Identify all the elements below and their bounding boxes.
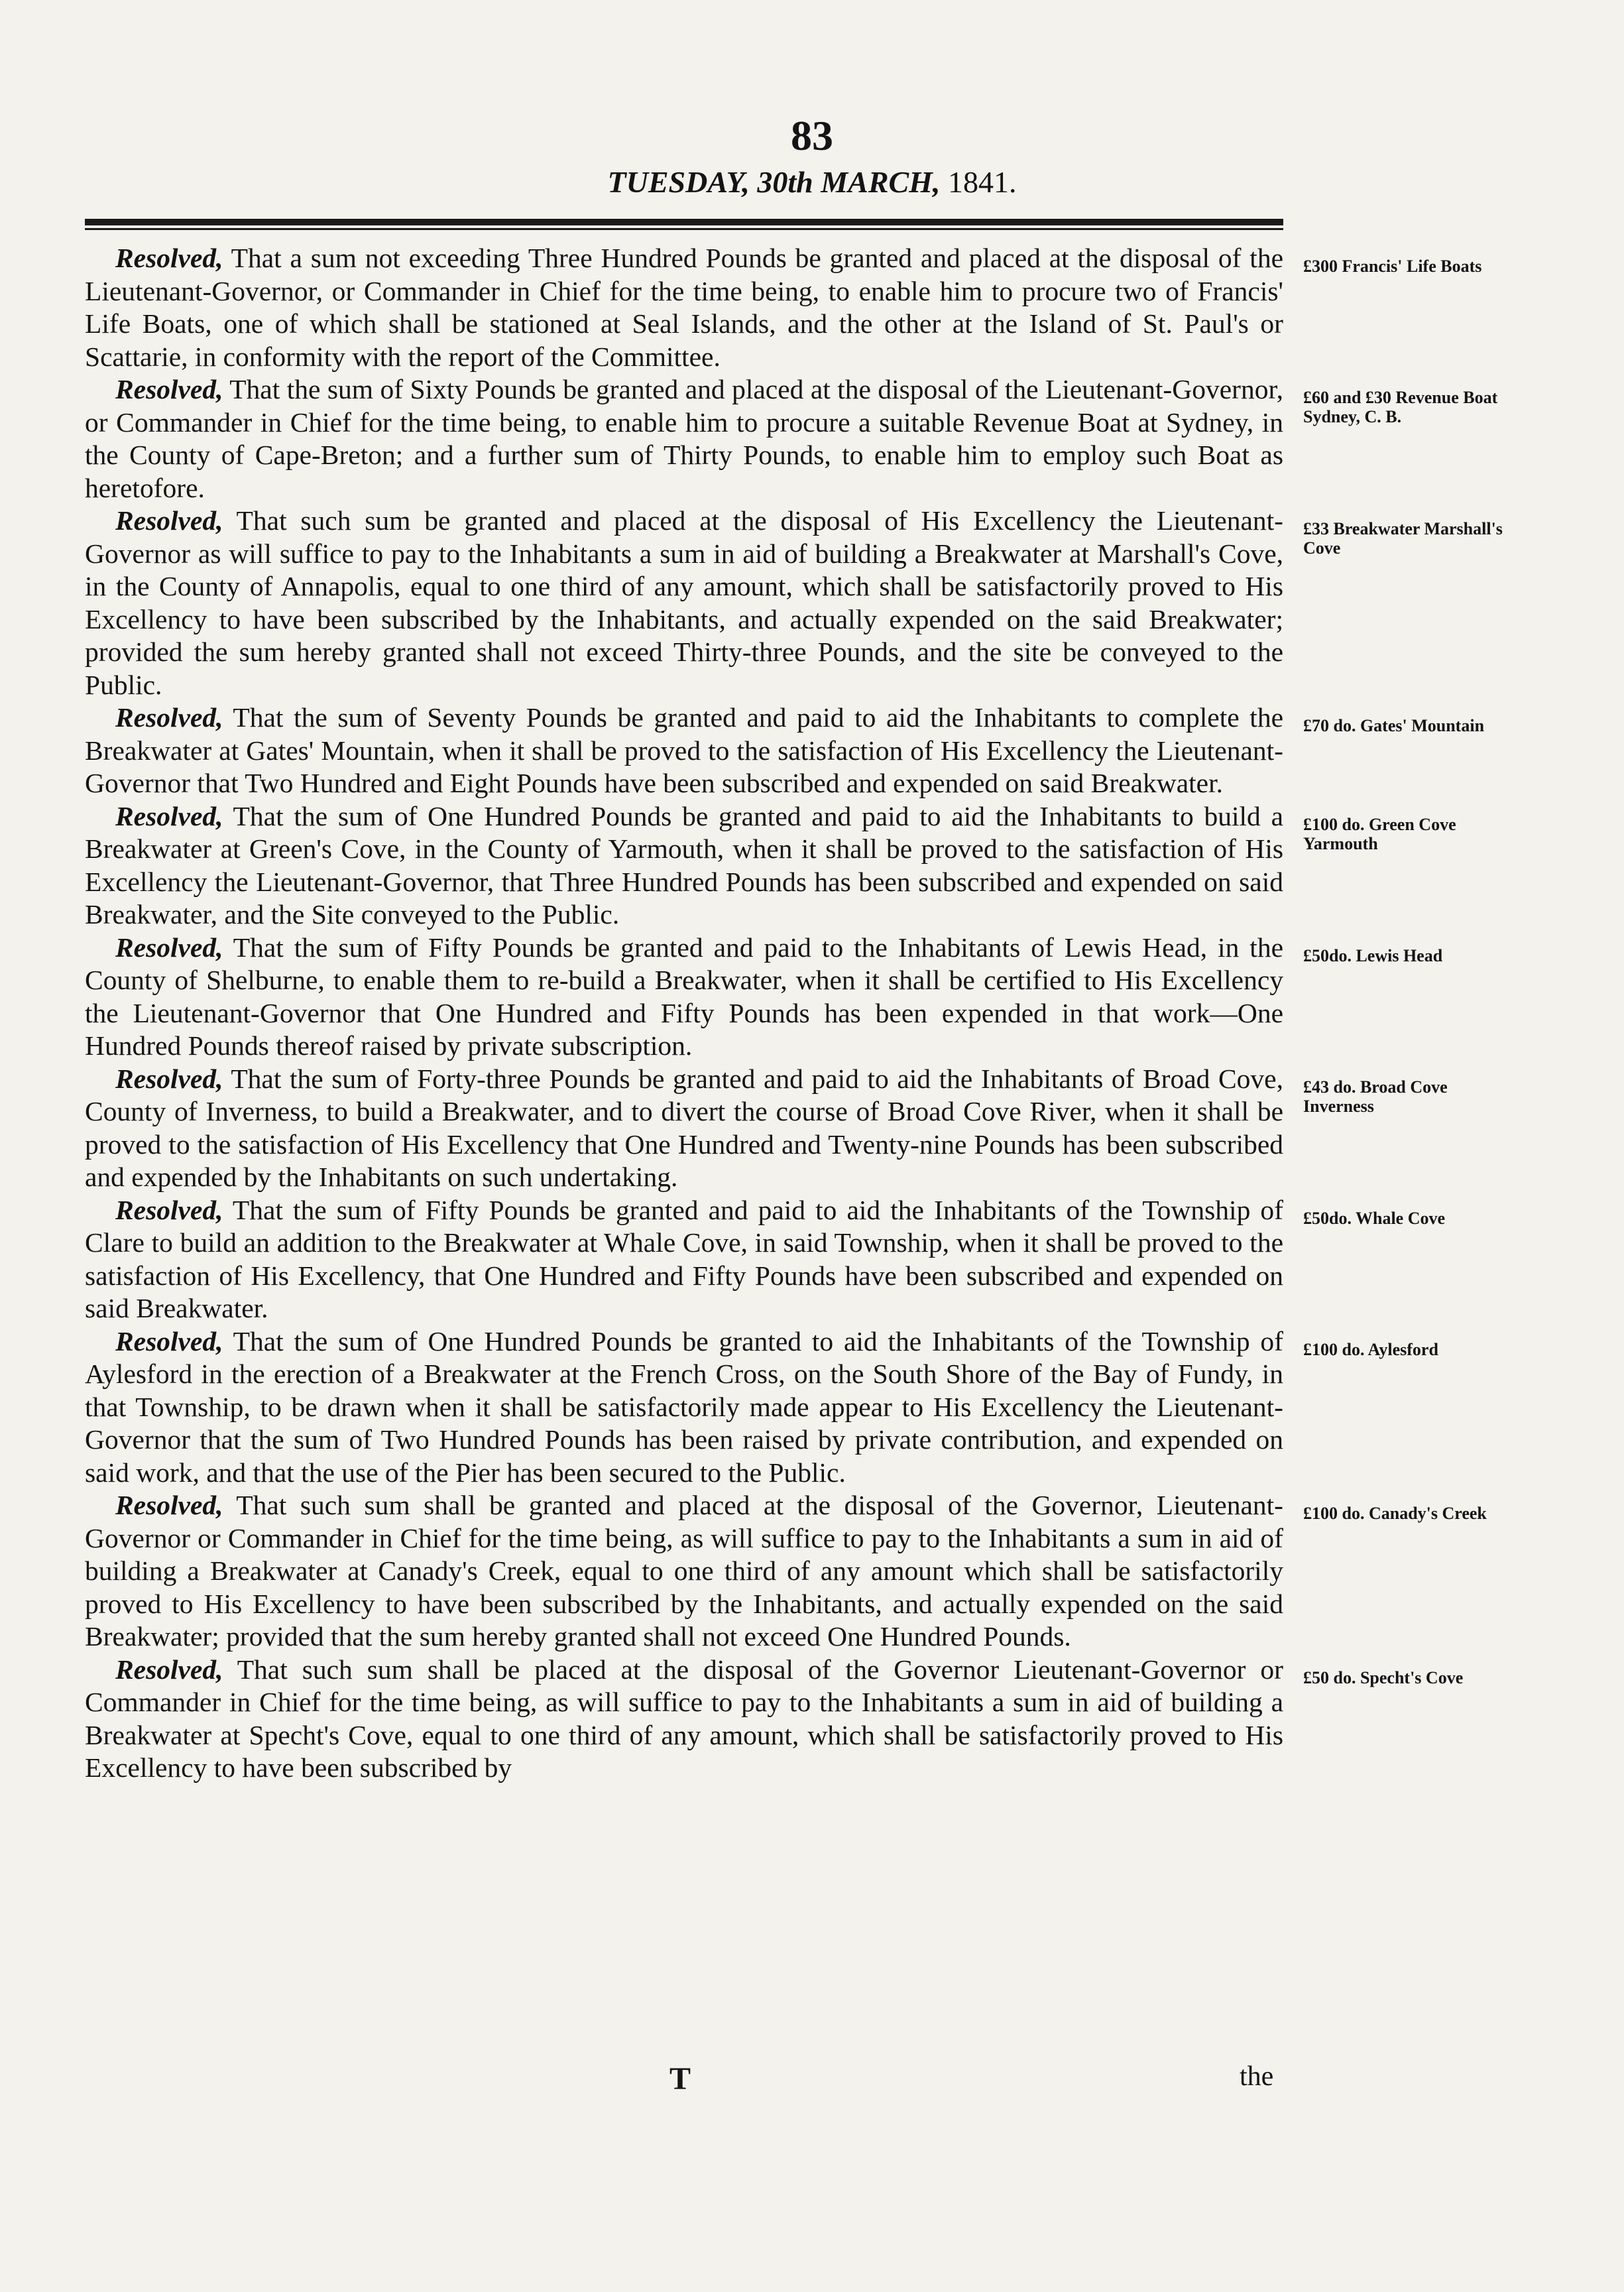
resolution-text: That a sum not exceeding Three Hundred Pounds be granted and placed at the disposal of the Lieutenant-Governor, or Commander in Chief for the time being, to enable him to procure two of Francis' Life Boats, one of which shall be stationed at Seal Islands, and the other at the Island of St. Paul's or Scattarie, in conformity with the report of the Committee.	[85, 243, 1283, 372]
resolved-word: Resolved,	[115, 505, 223, 536]
header-rule-thin	[85, 228, 1283, 230]
resolutions-body	[85, 242, 1537, 1785]
resolved-word: Resolved,	[115, 1325, 223, 1357]
margin-note: £300 Francis' Life Boats	[1303, 257, 1482, 276]
resolution-paragraph	[85, 1325, 1438, 1490]
margin-note: £33 Breakwater Marshall's Cove	[1303, 519, 1503, 558]
resolution-text: That the sum of One Hundred Pounds be granted and paid to aid the Inhabitants to build a Breakwater at Green's Cove, in the County of Yarmouth, when it shall be proved to the satisfaction of His Excellency the Lieutenant-Governor, that Three Hundred Pounds has been subscribed and expended on said Breakwater, and the Site conveyed to the Public.	[85, 800, 1283, 930]
resolution-paragraph	[85, 242, 1482, 373]
page-number: 83	[791, 112, 833, 159]
margin-note: £100 do. Green Cove Yarmouth	[1303, 814, 1456, 853]
resolution-text: That such sum shall be placed at the disposal of the Governor Lieutenant-Governor or Commander in Chief for the time being, as will suffice to pay to the Inhabitants a sum in aid of building a Breakwater at Specht's Cove, equal to one third of any amount, which shall be satisfactorily proved to His Excellency to have been subscribed by	[85, 1654, 1283, 1783]
margin-note: £100 do. Canady's Creek	[1303, 1504, 1487, 1523]
resolution-paragraph	[85, 1489, 1487, 1654]
catchword: the	[1240, 2061, 1274, 2092]
resolution-text: That the sum of Fifty Pounds be granted and paid to the Inhabitants of Lewis Head, in the County of Shelburne, to enable them to re-build a Breakwater, when it shall be certified to His Excellency the Lieutenant-Governor that One Hundred and Fifty Pounds has been expended in that work—One Hundred Pounds thereof raised by private subscription.	[85, 932, 1283, 1061]
resolution-paragraph	[85, 701, 1485, 800]
resolution-paragraph	[85, 373, 1498, 505]
margin-note: £50 do. Specht's Cove	[1303, 1667, 1464, 1687]
header-rule-thick	[85, 219, 1283, 225]
margin-note: £60 and £30 Revenue Boat Sydney, C. B.	[1303, 388, 1498, 426]
margin-note: £50do. Whale Cove	[1303, 1208, 1446, 1228]
resolution-text: That the sum of Fifty Pounds be granted and paid to aid the Inhabitants of the Township of Clare to build an addition to the Breakwater at Whale Cove, in said Township, when it shall be proved to the satisfaction of His Excellency, that One Hundred and Fifty Pounds have been subscribed and expended on said Breakwater.	[85, 1194, 1283, 1323]
header-year: 1841.	[947, 165, 1017, 199]
resolution-paragraph	[85, 1654, 1464, 1785]
resolution-paragraph	[85, 932, 1443, 1063]
resolved-word: Resolved,	[115, 1490, 223, 1520]
signature-mark: T	[669, 2061, 691, 2096]
resolved-word: Resolved,	[115, 800, 223, 831]
header-month: MARCH,	[821, 165, 941, 199]
resolution-paragraph	[85, 505, 1503, 701]
resolved-word: Resolved,	[115, 1654, 223, 1685]
resolved-word: Resolved,	[115, 243, 223, 273]
resolved-word: Resolved,	[115, 374, 223, 404]
header-day: TUESDAY,	[607, 165, 750, 199]
resolved-word: Resolved,	[115, 702, 223, 733]
resolution-text: That the sum of One Hundred Pounds be granted to aid the Inhabitants of the Township of Aylesford in the erection of a Breakwater at the French Cross, on the South Shore of the Bay of Fundy, in that Township, to be drawn when it shall be satisfactorily made appear to His Excellency the Lieutenant-Governor that the sum of Two Hundred Pounds has been raised by private contribution, and expended on said work, and that the use of the Pier has been secured to the Public.	[85, 1325, 1283, 1488]
resolved-word: Resolved,	[115, 932, 223, 963]
resolution-text: That the sum of Seventy Pounds be granted and paid to aid the Inhabitants to complete the Breakwater at Gates' Mountain, when it shall be proved to the satisfaction of His Excellency the Lieutenant-Governor that Two Hundred and Eight Pounds have been subscribed and expended on said Breakwater.	[85, 702, 1283, 798]
margin-note: £43 do. Broad Cove Inverness	[1303, 1077, 1448, 1116]
margin-note: £50do. Lewis Head	[1303, 945, 1443, 965]
resolution-paragraph	[85, 800, 1456, 932]
resolution-text: That the sum of Sixty Pounds be granted and placed at the disposal of the Lieutenant-Governor, or Commander in Chief for the time being, to enable him to procure a suitable Revenue Boat at Sydney, in the County of Cape-Breton; and a further sum of Thirty Pounds, to enable him to employ such Boat as heretofore.	[85, 374, 1283, 503]
resolution-text: That such sum be granted and placed at the disposal of His Excellency the Lieutenant-Governor as will suffice to pay to the Inhabitants a sum in aid of building a Breakwater at Marshall's Cove, in the County of Annapolis, equal to one third of any amount, which shall be satisfactorily proved to His Excellency to have been subscribed by the Inhabitants, and actually expended on the said Breakwater; provided the sum hereby granted shall not exceed Thirty-three Pounds, and the site be conveyed to the Public.	[85, 505, 1283, 700]
resolved-word: Resolved,	[115, 1063, 223, 1094]
margin-note: £100 do. Aylesford	[1303, 1339, 1438, 1359]
resolution-paragraph	[85, 1194, 1446, 1325]
margin-note: £70 do. Gates' Mountain	[1303, 716, 1485, 735]
header-date-day: 30th	[757, 165, 813, 199]
resolution-text: That the sum of Forty-three Pounds be granted and paid to aid the Inhabitants of Broad Cove, County of Inverness, to build a Breakwater, and to divert the course of Broad Cove River, when it shall be proved to the satisfaction of His Excellency that One Hundred and Twenty-nine Pounds has been subscribed and expended by the Inhabitants on such undertaking.	[85, 1063, 1283, 1192]
resolution-paragraph	[85, 1063, 1448, 1194]
date-header	[0, 164, 1624, 200]
resolution-text: That such sum shall be granted and placed at the disposal of the Governor, Lieutenant-Governor or Commander in Chief for the time being, as will suffice to pay to the Inhabitants a sum in aid of building a Breakwater at Canady's Creek, equal to one third of any amount which shall be satisfactorily proved to His Excellency to have been subscribed by the Inhabitants, and actually expended on the said Breakwater; provided that the sum hereby granted shall not exceed One Hundred Pounds.	[85, 1490, 1283, 1652]
resolved-word: Resolved,	[115, 1194, 223, 1225]
